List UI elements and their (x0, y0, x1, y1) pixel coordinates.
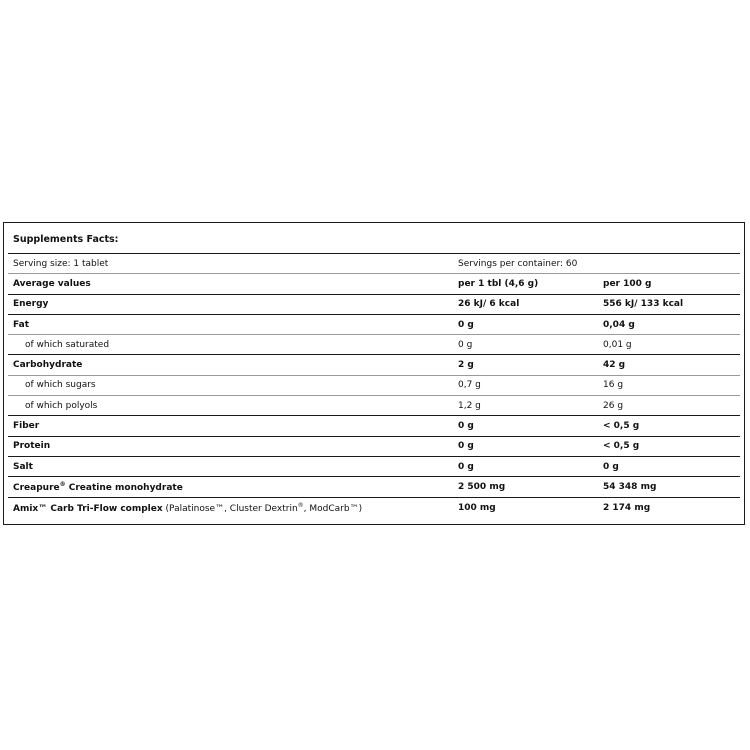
row-per-100g: 42 g (603, 360, 626, 371)
row-per-100g: < 0,5 g (603, 441, 640, 452)
registered-mark: ® (297, 501, 304, 509)
row-name: Salt (13, 461, 33, 472)
row-name: Energy (13, 299, 49, 310)
row-per-100g: 0,01 g (603, 339, 632, 350)
carb-complex-rest-a: (Palatinose™, Cluster Dextrin (162, 503, 298, 514)
header-per-serving: per 1 tbl (4,6 g) (458, 278, 539, 289)
row-per-100g: 0 g (603, 461, 619, 472)
header-name: Average values (13, 278, 91, 289)
creapure-rest: Creatine monohydrate (65, 482, 183, 493)
creapure-brand: Creapure (13, 482, 60, 493)
header-per-100g: per 100 g (603, 278, 652, 289)
registered-mark: ® (59, 480, 66, 488)
header-row (8, 274, 740, 294)
serving-size: Serving size: 1 tablet (13, 258, 109, 269)
servings-per-container: Servings per container: 60 (458, 258, 578, 269)
row-per-100g: 0,04 g (603, 319, 635, 330)
row-per-serving: 0 g (458, 441, 474, 452)
row-name: Fat (13, 319, 29, 330)
row-name: Fiber (13, 421, 40, 432)
table-row (8, 416, 740, 436)
serving-row (8, 254, 740, 274)
row-per-serving: 0 g (458, 339, 473, 350)
row-per-100g: 54 348 mg (603, 481, 657, 492)
facts-table (8, 227, 740, 518)
table-row (8, 355, 740, 375)
row-name: of which polyols (25, 400, 98, 411)
carb-complex-brand: Amix™ Carb Tri-Flow complex (13, 503, 163, 514)
row-per-100g: 2 174 mg (603, 502, 651, 513)
table-row (8, 376, 740, 396)
carb-complex-rest-b: , ModCarb™) (303, 503, 363, 514)
row-name: of which sugars (25, 380, 96, 391)
row-per-serving: 1,2 g (458, 400, 481, 411)
row-per-100g: 556 kJ/ 133 kcal (603, 299, 684, 310)
row-per-100g: < 0,5 g (603, 421, 640, 432)
row-name: Carbohydrate (13, 360, 83, 371)
facts-title: Supplements Facts: (8, 227, 740, 254)
row-per-serving: 26 kJ/ 6 kcal (458, 299, 520, 310)
row-per-serving: 2 g (458, 360, 474, 371)
table-row (8, 437, 740, 457)
table-row (8, 315, 740, 335)
table-row (8, 335, 740, 355)
row-name (8, 502, 458, 514)
row-per-serving: 0 g (458, 319, 474, 330)
table-row (8, 295, 740, 315)
row-per-100g: 26 g (603, 400, 624, 411)
table-row (8, 498, 740, 518)
row-per-100g: 16 g (603, 380, 624, 391)
row-per-serving: 100 mg (458, 502, 496, 513)
table-row (8, 396, 740, 416)
table-row (8, 457, 740, 477)
row-name (8, 481, 458, 493)
row-per-serving: 0 g (458, 421, 474, 432)
row-per-serving: 0 g (458, 461, 474, 472)
supplement-facts-panel (3, 222, 745, 525)
row-per-serving: 2 500 mg (458, 481, 506, 492)
row-name: Protein (13, 441, 51, 452)
row-per-serving: 0,7 g (458, 380, 481, 391)
row-name: of which saturated (25, 339, 110, 350)
table-row (8, 477, 740, 497)
